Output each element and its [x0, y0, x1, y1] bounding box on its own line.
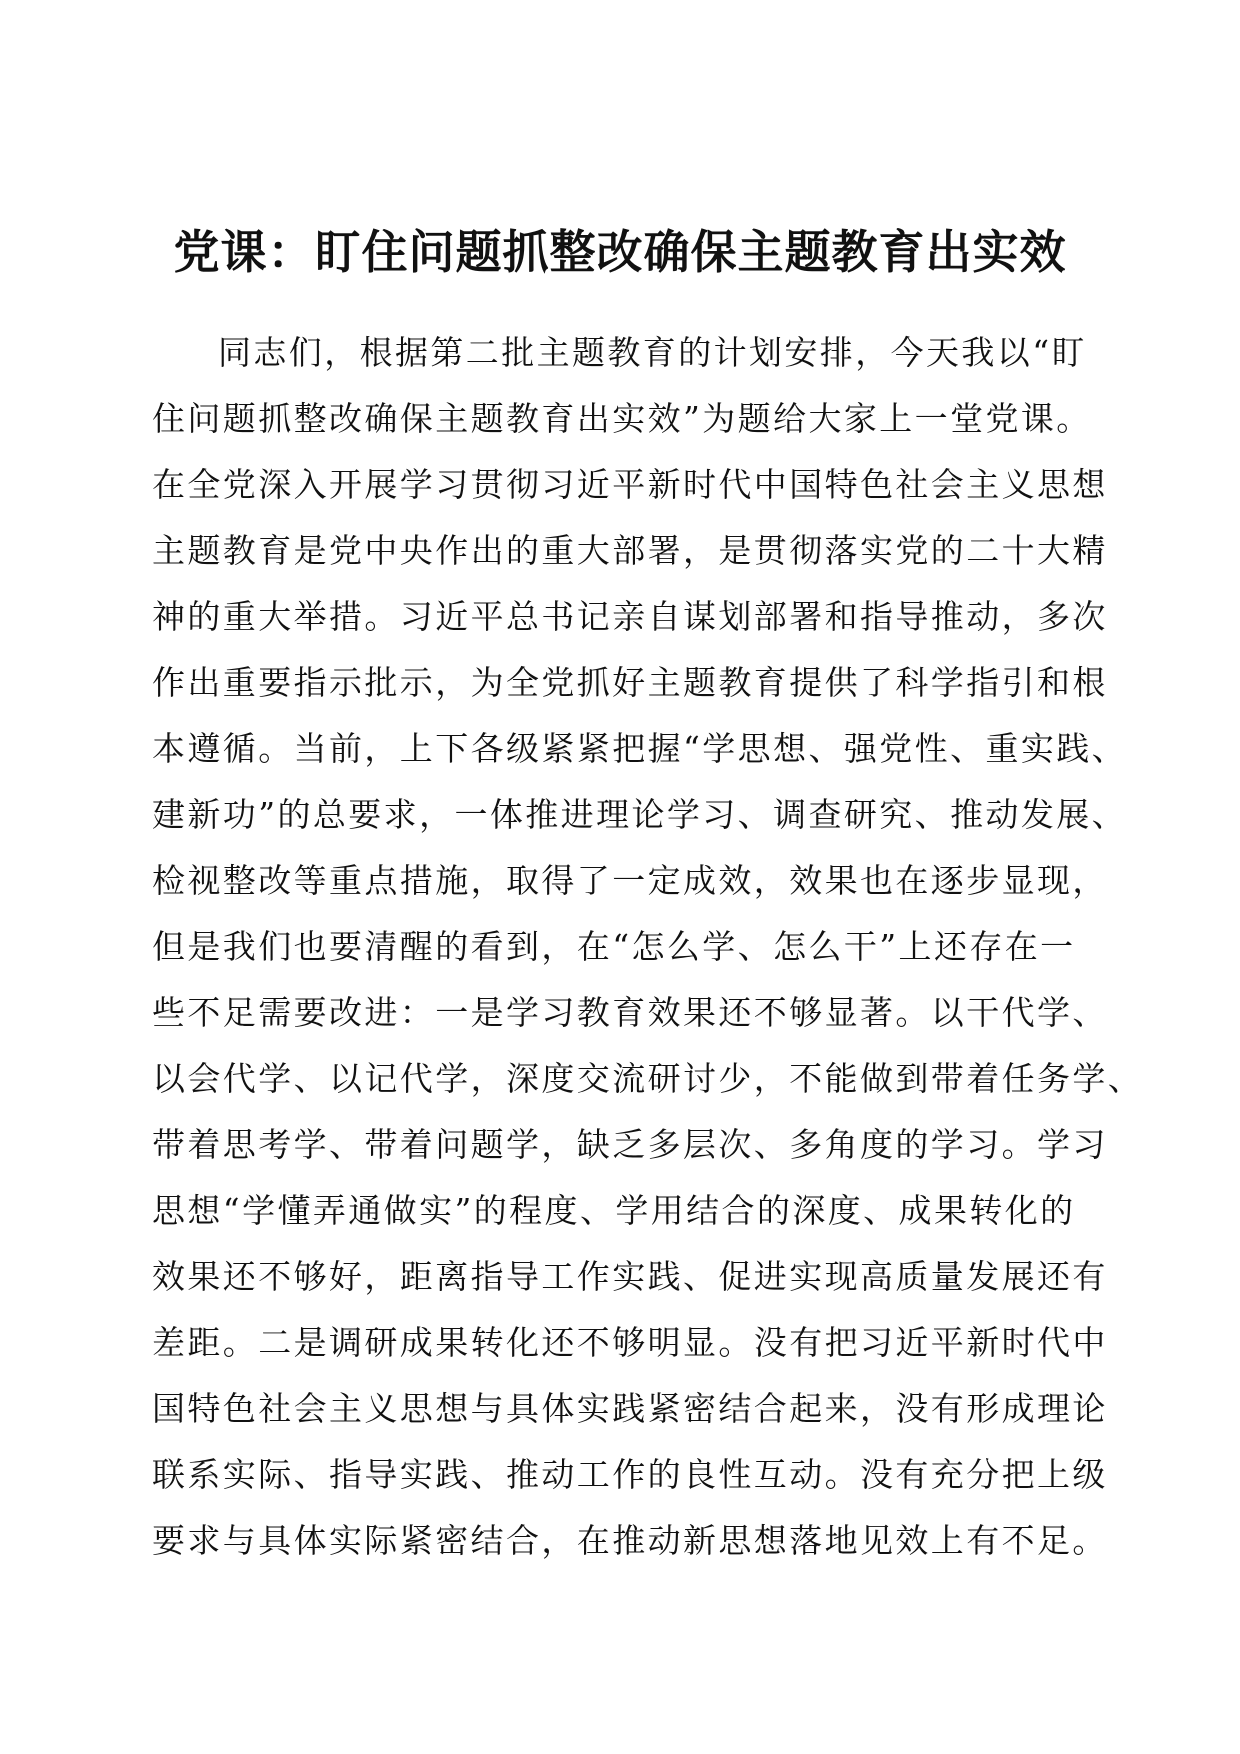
body-line: 主题教育是党中央作出的重大部署，是贯彻落实党的二十大精 — [152, 531, 1108, 570]
body-line: 住问题抓整改确保主题教育出实效”为题给大家上一堂党课。 — [152, 399, 1092, 438]
document-body — [152, 320, 1144, 1574]
document-title: 党课：盯住问题抓整改确保主题教育出实效 — [173, 225, 1067, 279]
body-line: 但是我们也要清醒的看到，在“怎么学、怎么干”上还存在一 — [152, 927, 1076, 966]
body-line: 带着思考学、带着问题学，缺乏多层次、多角度的学习。学习 — [152, 1125, 1108, 1164]
body-line: 在全党深入开展学习贯彻习近平新时代中国特色社会主义思想 — [152, 465, 1108, 504]
body-line: 神的重大举措。习近平总书记亲自谋划部署和指导推动，多次 — [152, 597, 1108, 636]
body-line: 同志们，根据第二批主题教育的计划安排，今天我以“盯 — [218, 333, 1087, 372]
body-line: 思想“学懂弄通做实”的程度、学用结合的深度、成果转化的 — [152, 1191, 1076, 1230]
body-line: 检视整改等重点措施，取得了一定成效，效果也在逐步显现， — [152, 861, 1108, 900]
body-line: 效果还不够好，距离指导工作实践、促进实现高质量发展还有 — [152, 1257, 1108, 1296]
body-line: 本遵循。当前，上下各级紧紧把握“学思想、强党性、重实践、 — [152, 729, 1128, 768]
body-line: 以会代学、以记代学，深度交流研讨少，不能做到带着任务学、 — [152, 1059, 1144, 1098]
body-line: 要求与具体实际紧密结合，在推动新思想落地见效上有不足。 — [152, 1521, 1108, 1560]
body-line: 建新功”的总要求，一体推进理论学习、调查研究、推动发展、 — [152, 795, 1128, 834]
body-line: 作出重要指示批示，为全党抓好主题教育提供了科学指引和根 — [152, 663, 1108, 702]
body-line: 国特色社会主义思想与具体实践紧密结合起来，没有形成理论 — [152, 1389, 1108, 1428]
body-line: 联系实际、指导实践、推动工作的良性互动。没有充分把上级 — [152, 1455, 1108, 1494]
body-line: 些不足需要改进：一是学习教育效果还不够显著。以干代学、 — [152, 993, 1108, 1032]
body-line: 差距。二是调研成果转化还不够明显。没有把习近平新时代中 — [152, 1323, 1108, 1362]
